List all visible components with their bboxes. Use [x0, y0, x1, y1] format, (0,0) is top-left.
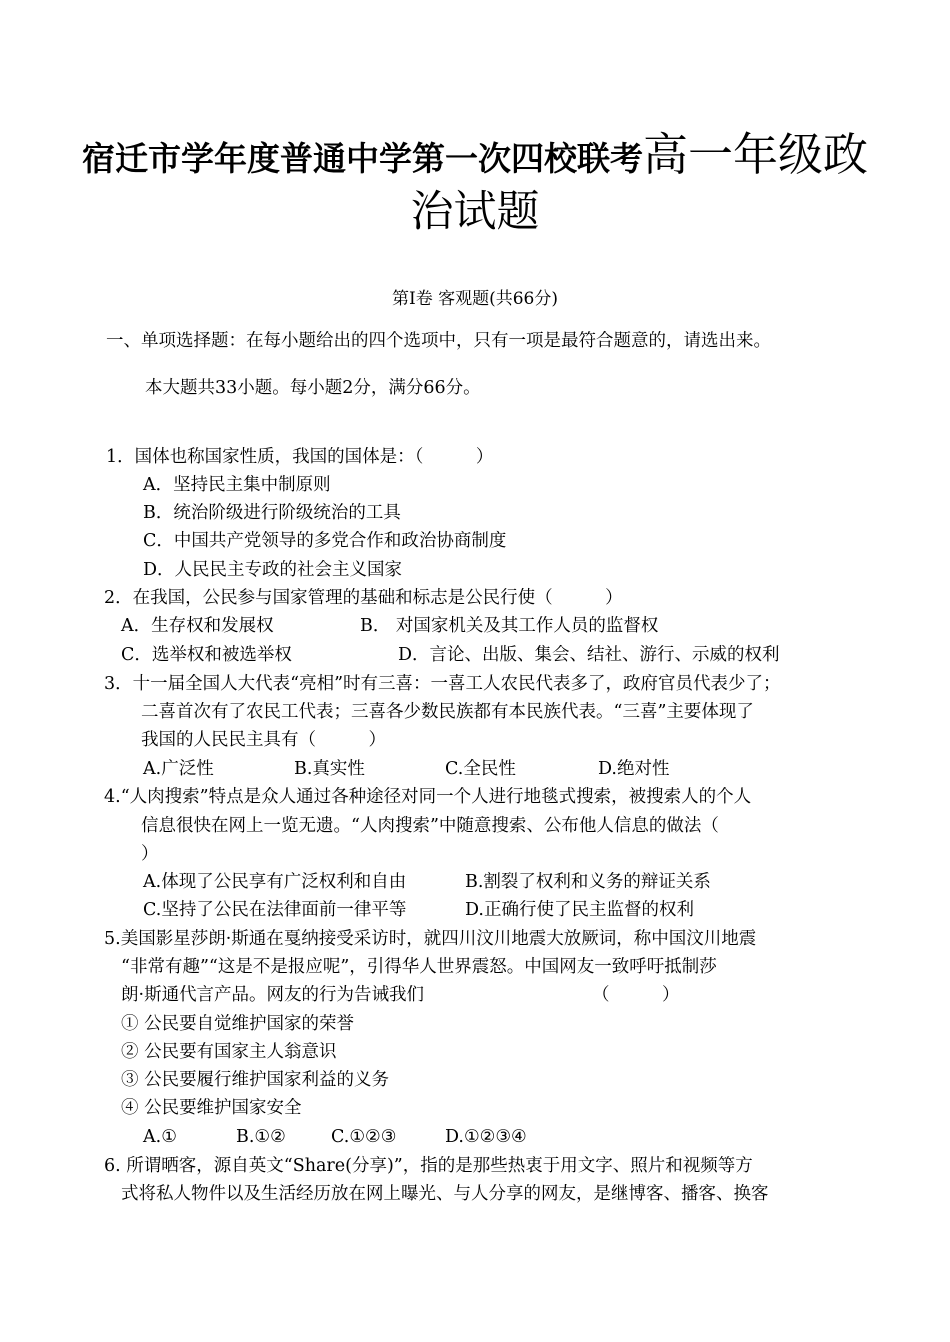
- q5-answer-blank: （ ）: [592, 985, 680, 1005]
- q3-stem-line-1: 3．十一届全国人大代表“亮相”时有三喜：一喜工人农民代表多了，政府官员代表少了；: [104, 674, 781, 694]
- q5-option-b: B.①②: [236, 1127, 286, 1147]
- q5-option-a: A.①: [143, 1127, 177, 1147]
- q2-option-c: C．选举权和被选举权: [121, 645, 292, 665]
- q5-stem-line-2: “非常有趣”“这是不是报应呢”，引得华人世界震怒。中国网友一致呼吁抵制莎: [121, 957, 717, 977]
- q3-option-b: B.真实性: [294, 759, 365, 779]
- q3-option-a: A.广泛性: [143, 759, 214, 779]
- q6-stem-line-2: 式将私人物件以及生活经历放在网上曝光、与人分享的网友，是继博客、播客、换客: [121, 1184, 769, 1204]
- q2-option-b: B． 对国家机关及其工作人员的监督权: [360, 616, 659, 636]
- exam-title-part-1: 宿迁市学年度普通中学第一次四校联考: [81, 139, 643, 178]
- q4-option-a: A.体现了公民享有广泛权利和自由: [143, 872, 407, 892]
- q3-option-d: D.绝对性: [598, 759, 670, 779]
- q1-option-b: B．统治阶级进行阶级统治的工具: [143, 503, 401, 523]
- q6-stem-line-1: 6. 所谓晒客，源自英文“Share(分享)”，指的是那些热衷于用文字、照片和视频等方: [104, 1156, 753, 1176]
- q1-option-c: C．中国共产党领导的多党合作和政治协商制度: [143, 531, 507, 551]
- exam-title-line-2: 治试题: [410, 187, 540, 237]
- q5-stem-line-1: 5.美国影星莎朗·斯通在戛纳接受采访时，就四川汶川地震大放厥词，称中国汶川地震: [104, 929, 757, 949]
- q1-option-d: D．人民民主专政的社会主义国家: [143, 560, 403, 580]
- q4-option-c: C.坚持了公民在法律面前一律平等: [143, 900, 407, 920]
- q4-option-b: B.割裂了权利和义务的辩证关系: [465, 872, 711, 892]
- q5-statement-2: ② 公民要有国家主人翁意识: [121, 1042, 337, 1062]
- q1-option-a: A．坚持民主集中制原则: [143, 475, 331, 495]
- q3-stem-line-2: 二喜首次有了农民工代表；三喜各少数民族都有本民族代表。“三喜”主要体现了: [141, 702, 754, 722]
- q5-option-c: C.①②③: [331, 1127, 397, 1147]
- q5-statement-4: ④ 公民要维护国家安全: [121, 1098, 302, 1118]
- exam-title-part-2: 高一年级政: [642, 128, 868, 181]
- q4-stem-line-3: ）: [141, 844, 159, 864]
- q4-stem-line-2: 信息很快在网上一览无遗。“人肉搜索”中随意搜索、公布他人信息的做法（: [141, 816, 719, 836]
- exam-title-line-1: [60, 118, 890, 183]
- q5-option-d: D.①②③④: [445, 1127, 527, 1147]
- q3-option-c: C.全民性: [445, 759, 516, 779]
- q2-stem: 2．在我国，公民参与国家管理的基础和标志是公民行使（ ）: [104, 588, 623, 608]
- q2-option-d: D．言论、出版、集会、结社、游行、示威的权利: [398, 645, 780, 665]
- q5-statement-1: ① 公民要自觉维护国家的荣誉: [121, 1014, 355, 1034]
- instructions-line-1: 一、单项选择题：在每小题给出的四个选项中，只有一项是最符合题意的，请选出来。: [106, 331, 771, 351]
- q2-option-a: A．生存权和发展权: [121, 616, 274, 636]
- q4-option-d: D.正确行使了民主监督的权利: [465, 900, 694, 920]
- q4-stem-line-1: 4.“人肉搜索”特点是众人通过各种途径对同一个人进行地毯式搜索，被搜索人的个人: [104, 787, 752, 807]
- q5-statement-3: ③ 公民要履行维护国家利益的义务: [121, 1070, 390, 1090]
- instructions-line-2: 本大题共33小题。每小题2分，满分66分。: [145, 378, 481, 398]
- q3-stem-line-3: 我国的人民民主具有（ ）: [141, 730, 386, 750]
- section-header: 第Ⅰ卷 客观题(共66分): [391, 289, 558, 309]
- q5-stem-line-3: 朗·斯通代言产品。网友的行为告诫我们: [121, 985, 425, 1005]
- q1-stem: 1．国体也称国家性质，我国的国体是：（ ）: [106, 447, 494, 467]
